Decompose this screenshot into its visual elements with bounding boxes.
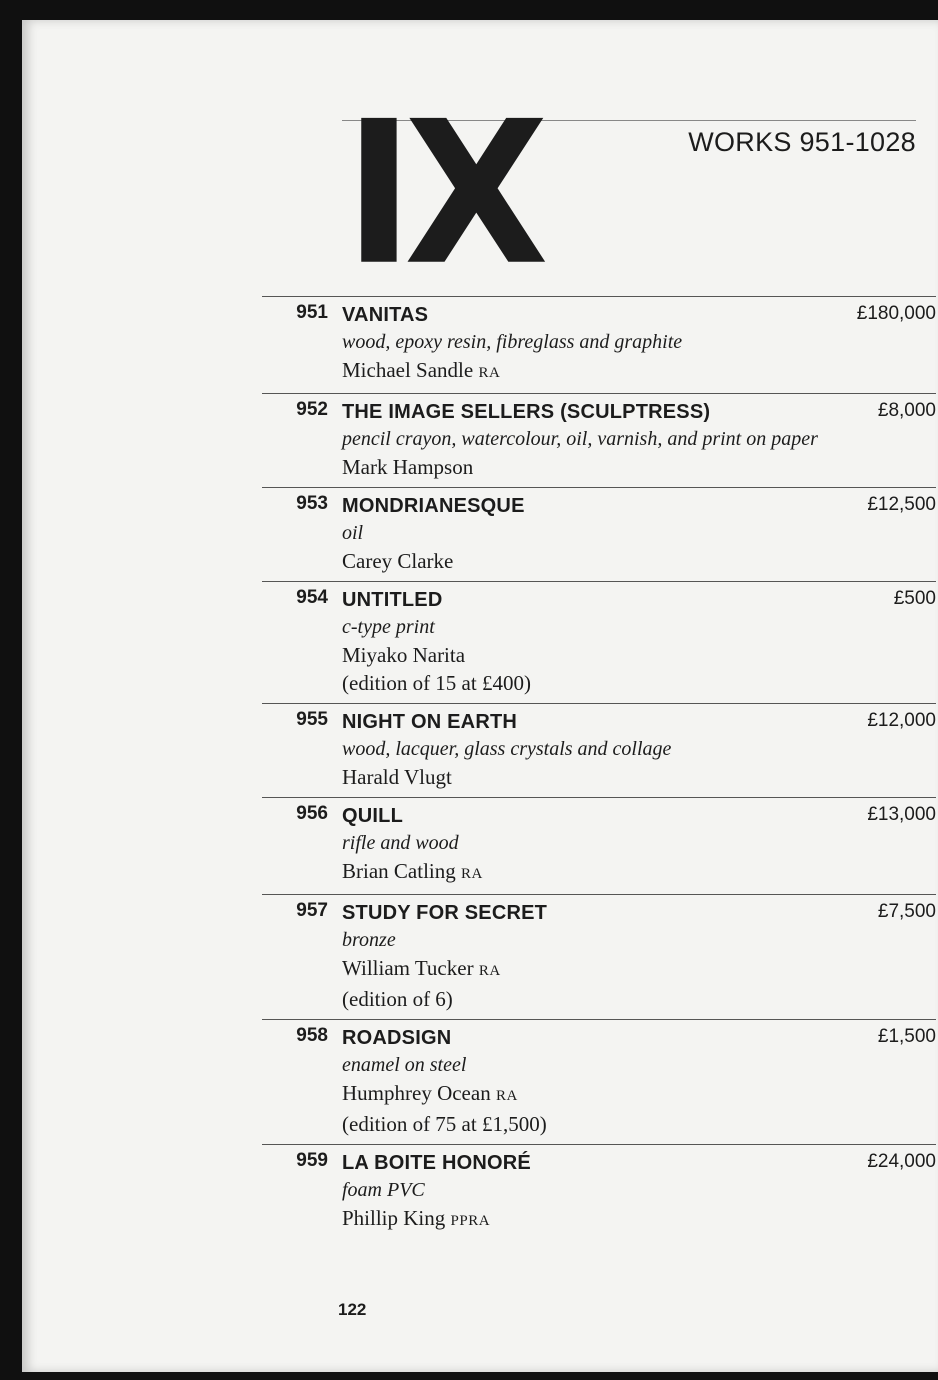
entry-price: £13,000 [867,804,936,825]
entry-list [262,296,936,1241]
entry-medium: wood, lacquer, glass crystals and collage [342,738,672,760]
entry-price: £24,000 [867,1151,936,1172]
entry-number: 957 [296,900,328,921]
entry-number: 955 [296,709,328,730]
entry-title: THE IMAGE SELLERS (SCULPTRESS) [342,401,711,423]
entry-artist [342,641,936,669]
section-title: WORKS 951-1028 [688,127,916,157]
entry-title: ROADSIGN [342,1027,452,1049]
entry-edition: (edition of 15 at £400) [342,671,531,695]
entry-number: 951 [296,302,328,323]
entry-artist [342,356,936,387]
catalogue-entry [262,393,936,487]
catalogue-entry [262,703,936,797]
catalogue-entry [262,1144,936,1241]
entry-number: 956 [296,803,328,824]
entry-medium: rifle and wood [342,832,459,854]
artist-name: Mark Hampson [342,455,474,479]
entry-medium: enamel on steel [342,1054,467,1076]
catalogue-entry [262,581,936,703]
entry-title: LA BOITE HONORÉ [342,1152,531,1174]
entry-artist [342,954,936,985]
artist-name: William Tucker [342,956,474,980]
entry-medium: pencil crayon, watercolour, oil, varnish, and print on paper [342,428,818,450]
artist-honorific: RA [461,866,483,882]
artist-name: Michael Sandle [342,358,474,382]
entry-artist [342,547,936,575]
entry-artist [342,857,936,888]
artist-name: Harald Vlugt [342,765,452,789]
entry-price: £7,500 [877,901,936,922]
entry-price: £12,000 [867,710,936,731]
entry-edition: (edition of 6) [342,987,453,1011]
entry-medium: wood, epoxy resin, fibreglass and graphite [342,331,683,353]
page-number: 122 [338,1300,367,1319]
entry-price: £12,500 [867,494,936,515]
catalogue-entry [262,797,936,894]
entry-price: £8,000 [877,400,936,421]
entry-medium: bronze [342,929,396,951]
entry-artist [342,1204,936,1235]
entry-title: MONDRIANESQUE [342,495,525,517]
entry-title: STUDY FOR SECRET [342,902,548,924]
entry-number: 952 [296,399,328,420]
entry-price: £180,000 [856,303,936,324]
artist-honorific: RA [495,1088,518,1104]
entry-title: QUILL [342,805,403,827]
entry-medium: foam PVC [342,1179,425,1201]
entry-number: 959 [296,1150,328,1171]
entry-price: £500 [893,588,936,609]
artist-name: Carey Clarke [342,549,454,573]
artist-honorific: RA [478,365,501,381]
entry-artist [342,763,936,791]
artist-name: Brian Catling [342,859,456,883]
entry-medium: oil [342,522,364,544]
catalogue-entry [262,296,936,393]
entry-title: VANITAS [342,304,429,326]
catalogue-entry [262,487,936,581]
catalogue-page [22,20,938,1372]
catalogue-entry [262,1019,936,1144]
catalogue-entry [262,894,936,1019]
artist-name: Phillip King [342,1206,446,1230]
artist-name: Humphrey Ocean [342,1081,491,1105]
artist-name: Miyako Narita [342,643,466,667]
entry-number: 954 [296,587,328,608]
section-numeral: IX [344,79,539,309]
entry-number: 958 [296,1025,328,1046]
entry-edition: (edition of 75 at £1,500) [342,1112,547,1136]
artist-honorific: PPRA [450,1213,491,1229]
entry-medium: c-type print [342,616,435,638]
entry-artist [342,1079,936,1110]
artist-honorific: RA [478,963,501,979]
entry-price: £1,500 [877,1026,936,1047]
entry-number: 953 [296,493,328,514]
entry-title: UNTITLED [342,589,443,611]
entry-artist [342,453,936,481]
entry-title: NIGHT ON EARTH [342,711,518,733]
